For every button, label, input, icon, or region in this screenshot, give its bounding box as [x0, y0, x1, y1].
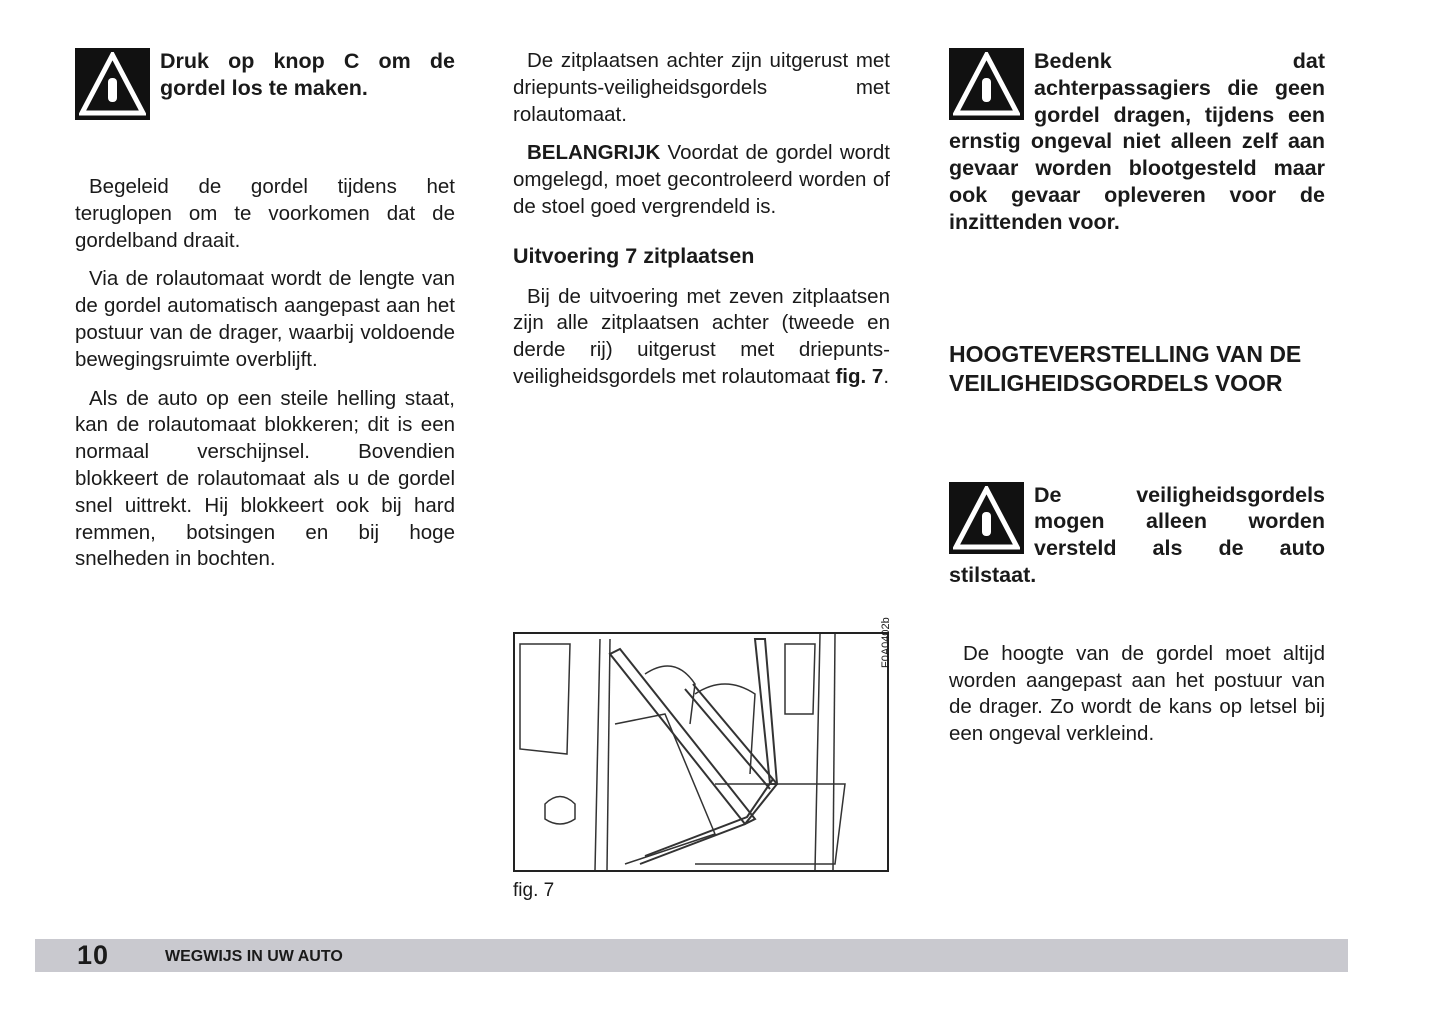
section-heading: Uitvoering 7 zitplaatsen [513, 243, 755, 268]
paragraph: De hoogte van de gordel moet altijd worden aangepast aan het postuur van de drager. Zo wordt de kans op letsel bij een ongeval verkleind. [949, 641, 1325, 746]
left-column [75, 48, 455, 585]
warning-note [949, 482, 1325, 589]
warning-note [949, 48, 1325, 236]
paragraph: De zitplaatsen achter zijn uitgerust met driepunts-veiligheidsgordels met rolautomaat. [513, 49, 890, 126]
warning-note [75, 48, 455, 166]
important-paragraph [513, 140, 890, 220]
right-column [949, 48, 1325, 760]
text: . [883, 364, 890, 388]
warning-text: Druk op knop C om de gordel los te maken. [160, 49, 455, 100]
page-footer [35, 939, 1348, 972]
important-text: Voordat de gordel wordt omgelegd, moet gecontroleerd worden of de stoel goed vergrendeld is. [513, 141, 890, 218]
important-label: BELANGRIJK [527, 141, 661, 165]
paragraph [513, 284, 890, 391]
page-number: 10 [77, 940, 110, 970]
warning-text: Bedenk dat achterpassagiers die geen gordel dragen, tijdens een ernstig ongeval niet alleen zelf aan gevaar worden blootgesteld maar ook gevaar opleveren voor de inzittenden voor. [949, 49, 1325, 234]
paragraph: Via de rolautomaat wordt de lengte van de gordel automatisch aangepast aan het postuur van de drager, waarbij voldoende bewegingsruimte overblijft. [75, 267, 455, 371]
text: Bij de uitvoering met zeven zitplaatsen zijn alle zitplaatsen achter (tweede en derde rij) uitgerust met driepunts-veiligheidsgordels met rolautomaat [513, 284, 890, 388]
warning-icon [949, 48, 1024, 120]
paragraph: Als de auto op een steile helling staat, kan de rolautomaat blokkeren; dit is een normaal verschijnsel. Bovendien blokkeert de rolautomaat als u de gordel snel uittrekt. Hij blokkeert ook bij hard remmen, botsingen en bij hoge snelheden in bochten. [75, 386, 455, 571]
middle-column [513, 48, 890, 403]
figure-caption: fig. 7 [513, 880, 555, 901]
figure-seatbelt-illustration [513, 632, 889, 872]
figure-code: F0A0402b [880, 617, 892, 668]
warning-icon [75, 48, 150, 120]
paragraph: Begeleid de gordel tijdens het teruglopen om te voorkomen dat de gordelband draait. [75, 175, 455, 252]
section-heading: HOOGTEVERSTELLING VAN DE VEILIGHEIDSGORDELS VOOR [949, 340, 1302, 396]
figure-reference: fig. 7 [835, 364, 884, 388]
warning-text: De veiligheidsgordels mogen alleen worden versteld als de auto stilstaat. [949, 482, 1325, 587]
warning-icon [949, 482, 1024, 554]
section-title: WEGWIJS IN UW AUTO [165, 948, 343, 965]
